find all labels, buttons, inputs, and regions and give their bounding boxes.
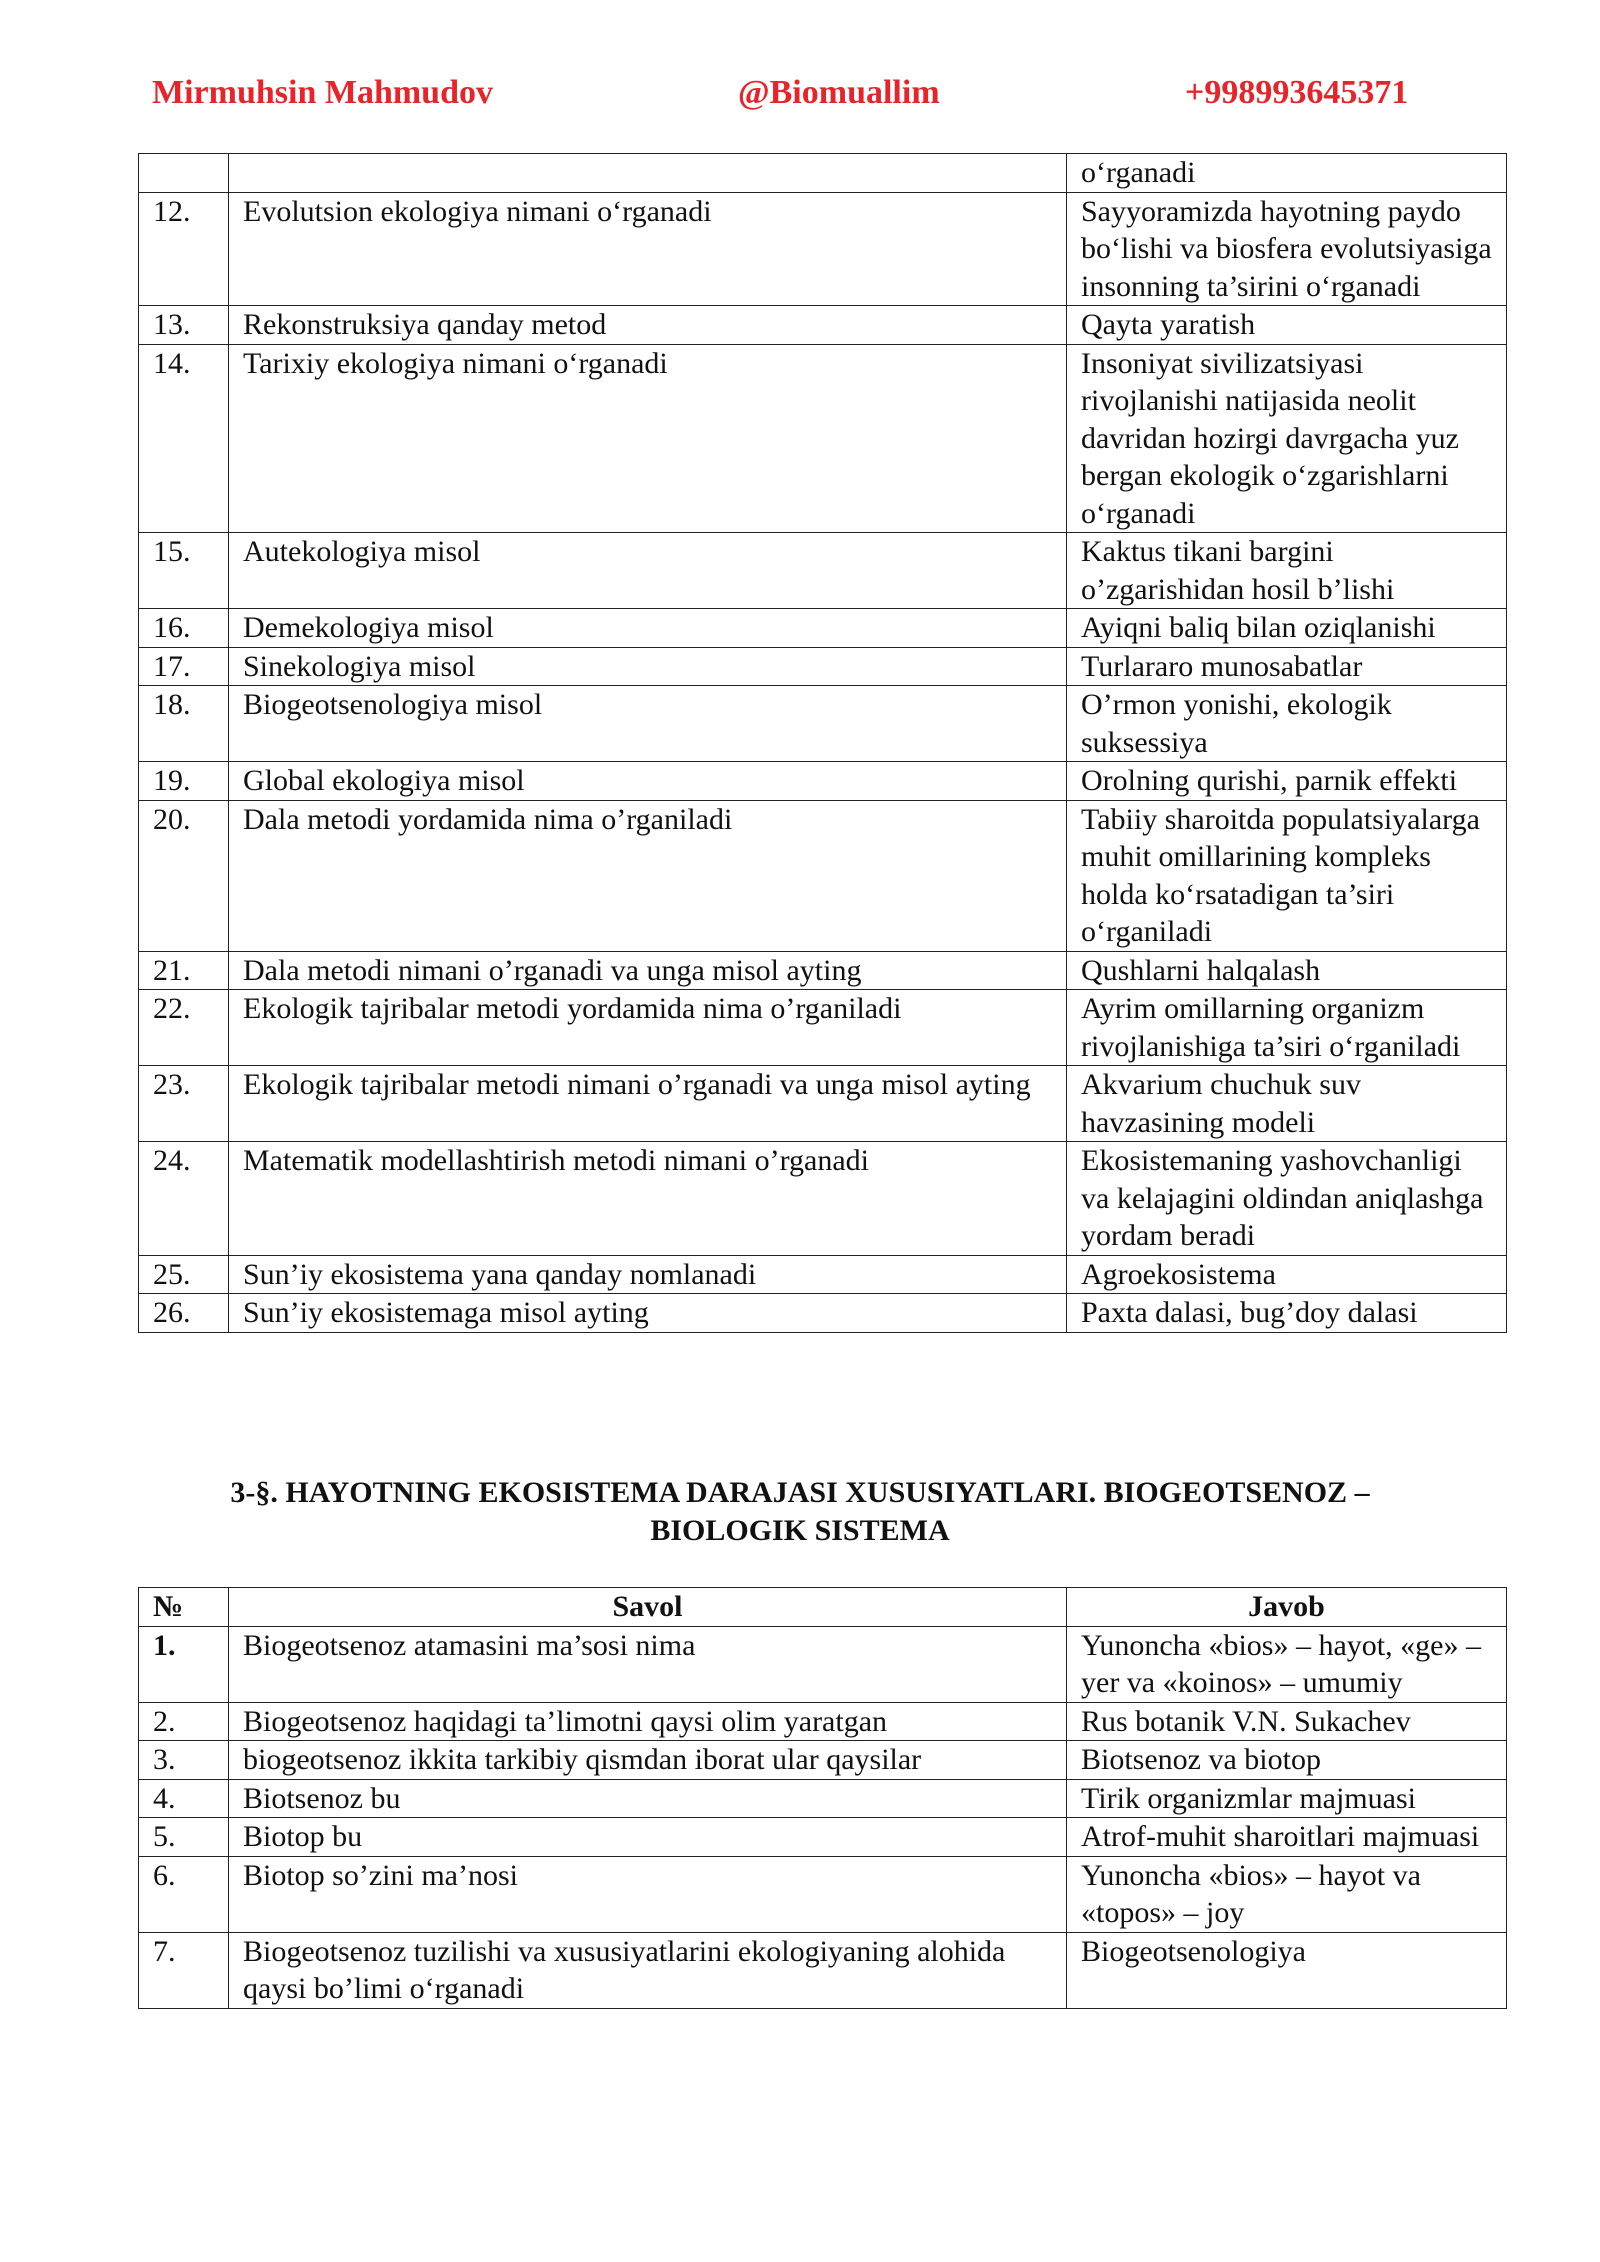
author-name: Mirmuhsin Mahmudov: [152, 74, 493, 111]
row-number: [139, 154, 229, 193]
table-row: [139, 1702, 1507, 1741]
table-row: [139, 1779, 1507, 1818]
answer-cell: Rus botanik V.N. Sukachev: [1067, 1702, 1507, 1741]
table-row: [139, 1294, 1507, 1333]
question-cell: [229, 154, 1067, 193]
column-header-question: Savol: [229, 1588, 1067, 1627]
table-row: [139, 192, 1507, 306]
answer-cell: Qushlarni halqalash: [1067, 951, 1507, 990]
answer-cell: Biotsenoz va biotop: [1067, 1741, 1507, 1780]
answer-cell: Kaktus tikani bargini o’zgarishidan hosil b’lishi: [1067, 533, 1507, 609]
row-number: 7.: [139, 1932, 229, 2008]
answer-cell: Paxta dalasi, bug’doy dalasi: [1067, 1294, 1507, 1333]
table-row: [139, 686, 1507, 762]
table-row: [139, 1818, 1507, 1857]
answer-cell: Yunoncha «bios» – hayot, «ge» – yer va «koinos» – umumiy: [1067, 1626, 1507, 1702]
table-row: [139, 647, 1507, 686]
answer-cell: Qayta yaratish: [1067, 306, 1507, 345]
question-cell: Rekonstruksiya qanday metod: [229, 306, 1067, 345]
answer-cell: Tirik organizmlar majmuasi: [1067, 1779, 1507, 1818]
table-row: [139, 154, 1507, 193]
column-header-number: №: [139, 1588, 229, 1627]
table-row: [139, 1626, 1507, 1702]
row-number: 20.: [139, 800, 229, 951]
table-row: [139, 306, 1507, 345]
channel-handle: @Biomuallim: [738, 74, 940, 111]
answer-cell: Tabiiy sharoitda populatsiyalarga muhit omillarining kompleks holda ko‘rsatadigan ta’siri o‘rganiladi: [1067, 800, 1507, 951]
question-cell: Biogeotsenoz haqidagi ta’limotni qaysi olim yaratgan: [229, 1702, 1067, 1741]
question-cell: Sinekologiya misol: [229, 647, 1067, 686]
row-number: 6.: [139, 1856, 229, 1932]
column-header-answer: Javob: [1067, 1588, 1507, 1627]
question-cell: Sun’iy ekosistemaga misol ayting: [229, 1294, 1067, 1333]
table-row: [139, 609, 1507, 648]
row-number: 13.: [139, 306, 229, 345]
question-cell: biogeotsenoz ikkita tarkibiy qismdan iborat ular qaysilar: [229, 1741, 1067, 1780]
row-number: 12.: [139, 192, 229, 306]
answer-cell: Turlararo munosabatlar: [1067, 647, 1507, 686]
question-cell: Biogeotsenoz atamasini ma’sosi nima: [229, 1626, 1067, 1702]
qa-table-body: [139, 154, 1507, 1333]
table-row: [139, 951, 1507, 990]
page-header: [0, 74, 1600, 124]
question-cell: Biogeotsenologiya misol: [229, 686, 1067, 762]
table-row: [139, 533, 1507, 609]
qa-table-body: [139, 1626, 1507, 2008]
answer-cell: Ayiqni baliq bilan oziqlanishi: [1067, 609, 1507, 648]
row-number: 16.: [139, 609, 229, 648]
row-number: 23.: [139, 1066, 229, 1142]
answer-cell: Agroekosistema: [1067, 1255, 1507, 1294]
answer-cell: Biogeotsenologiya: [1067, 1932, 1507, 2008]
row-number: 21.: [139, 951, 229, 990]
question-cell: Ekologik tajribalar metodi nimani o’rganadi va unga misol ayting: [229, 1066, 1067, 1142]
answer-cell: Ayrim omillarning organizm rivojlanishiga ta’siri o‘rganiladi: [1067, 990, 1507, 1066]
row-number: 1.: [139, 1626, 229, 1702]
answer-cell: Ekosistemaning yashovchanligi va kelajagini oldindan aniqlashga yordam beradi: [1067, 1142, 1507, 1256]
table-row: [139, 1066, 1507, 1142]
question-cell: Biotsenoz bu: [229, 1779, 1067, 1818]
row-number: 2.: [139, 1702, 229, 1741]
table-row: [139, 1741, 1507, 1780]
row-number: 24.: [139, 1142, 229, 1256]
answer-cell: o‘rganadi: [1067, 154, 1507, 193]
row-number: 5.: [139, 1818, 229, 1857]
table-row: [139, 344, 1507, 533]
answer-cell: Insoniyat sivilizatsiyasi rivojlanishi natijasida neolit davridan hozirgi davrgacha yuz bergan ekologik o‘zgarishlarni o‘rganadi: [1067, 344, 1507, 533]
table-row: [139, 762, 1507, 801]
question-cell: Ekologik tajribalar metodi yordamida nima o’rganiladi: [229, 990, 1067, 1066]
answer-cell: Akvarium chuchuk suv havzasining modeli: [1067, 1066, 1507, 1142]
table-row: [139, 1142, 1507, 1256]
question-cell: Biotop so’zini ma’nosi: [229, 1856, 1067, 1932]
row-number: 17.: [139, 647, 229, 686]
row-number: 3.: [139, 1741, 229, 1780]
row-number: 14.: [139, 344, 229, 533]
row-number: 25.: [139, 1255, 229, 1294]
row-number: 18.: [139, 686, 229, 762]
table-row: [139, 990, 1507, 1066]
table-header-row: [139, 1588, 1507, 1627]
qa-table-continued: [138, 153, 1507, 1333]
table-row: [139, 1932, 1507, 2008]
table-row: [139, 1856, 1507, 1932]
question-cell: Dala metodi nimani o’rganadi va unga misol ayting: [229, 951, 1067, 990]
question-cell: Demekologiya misol: [229, 609, 1067, 648]
answer-cell: Sayyoramizda hayotning paydo bo‘lishi va biosfera evolutsiyasiga insonning ta’sirini o‘rganadi: [1067, 192, 1507, 306]
question-cell: Biogeotsenoz tuzilishi va xususiyatlarini ekologiyaning alohida qaysi bo’limi o‘rganadi: [229, 1932, 1067, 2008]
question-cell: Tarixiy ekologiya nimani o‘rganadi: [229, 344, 1067, 533]
answer-cell: O’rmon yonishi, ekologik suksessiya: [1067, 686, 1507, 762]
answer-cell: Yunoncha «bios» – hayot va «topos» – joy: [1067, 1856, 1507, 1932]
section-title: 3-§. HAYOTNING EKOSISTEMA DARAJASI XUSUSIYATLARI. BIOGEOTSENOZ – BIOLOGIK SISTEMA: [230, 1476, 1370, 1547]
table-row: [139, 1255, 1507, 1294]
row-number: 26.: [139, 1294, 229, 1333]
table-row: [139, 800, 1507, 951]
question-cell: Dala metodi yordamida nima o’rganiladi: [229, 800, 1067, 951]
question-cell: Sun’iy ekosistema yana qanday nomlanadi: [229, 1255, 1067, 1294]
row-number: 22.: [139, 990, 229, 1066]
phone-number: +998993645371: [1185, 74, 1409, 111]
answer-cell: Orolning qurishi, parnik effekti: [1067, 762, 1507, 801]
row-number: 15.: [139, 533, 229, 609]
row-number: 4.: [139, 1779, 229, 1818]
question-cell: Global ekologiya misol: [229, 762, 1067, 801]
row-number: 19.: [139, 762, 229, 801]
question-cell: Biotop bu: [229, 1818, 1067, 1857]
question-cell: Autekologiya misol: [229, 533, 1067, 609]
question-cell: Evolutsion ekologiya nimani o‘rganadi: [229, 192, 1067, 306]
answer-cell: Atrof-muhit sharoitlari majmuasi: [1067, 1818, 1507, 1857]
qa-table-section-3: [138, 1587, 1507, 2009]
question-cell: Matematik modellashtirish metodi nimani o’rganadi: [229, 1142, 1067, 1256]
